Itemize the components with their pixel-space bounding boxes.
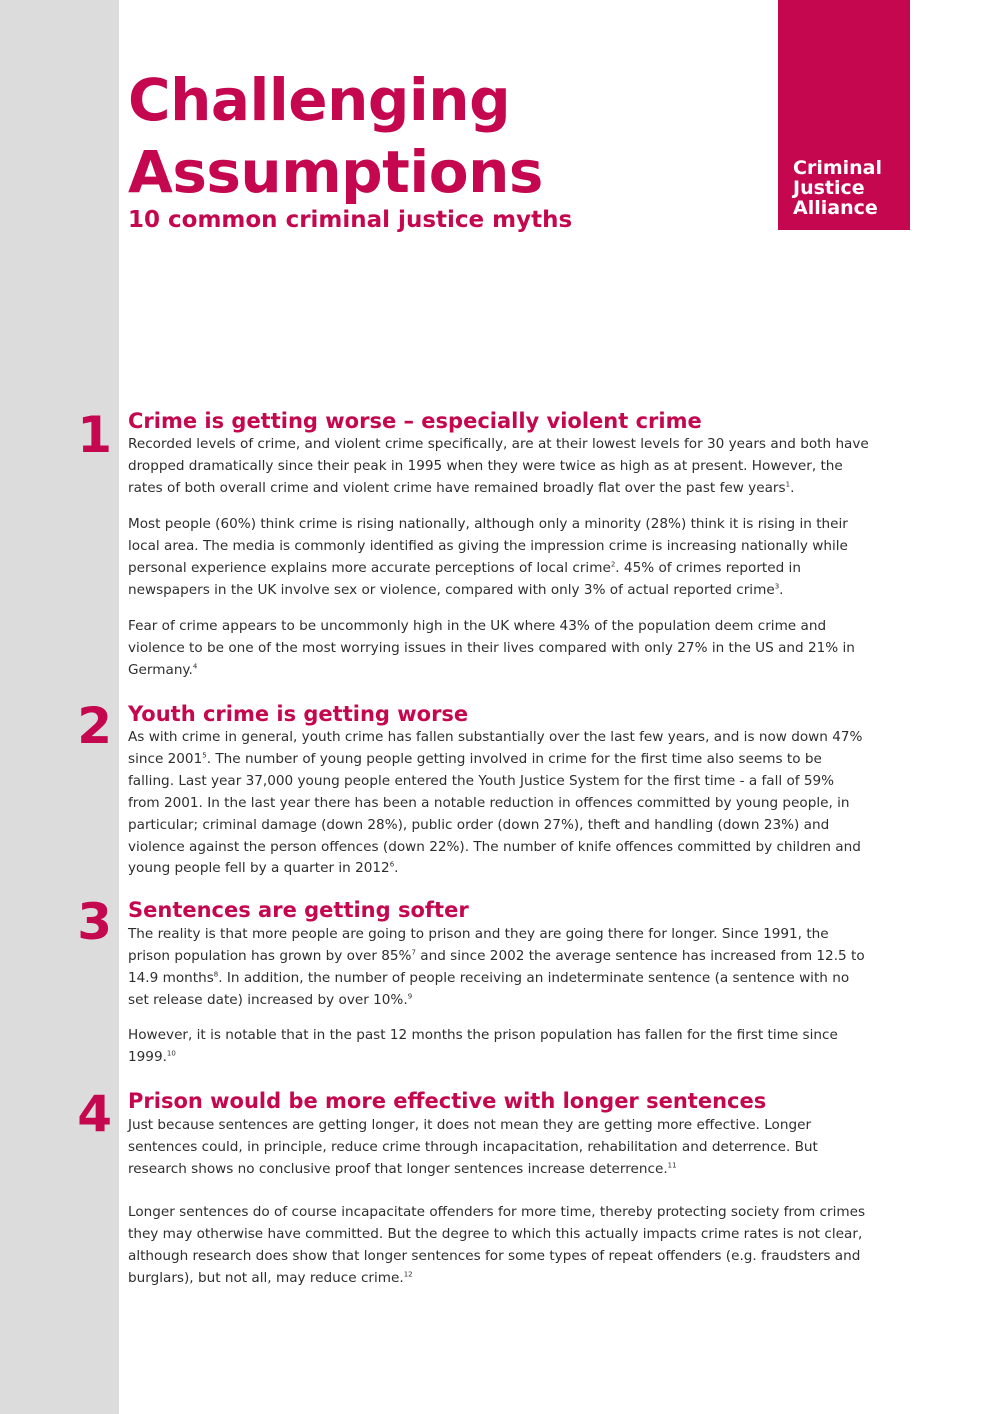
page-title-line: Assumptions (128, 138, 543, 206)
myth-paragraph: Fear of crime appears to be uncommonly high in the UK where 43% of the population deem crime and violence to be one of the most worrying issues in their lives compared with only 27% in the US and 21% in Germany.$^4$ (128, 618, 855, 678)
page-title-line: Challenging (128, 66, 511, 134)
myth-paragraph: Longer sentences do of course incapacitate offenders for more time, thereby protecting society from crimes they may otherwise have committed. But the degree to which this actually impacts crime rates is not clear, although research does show that longer sentences for some types of repeat offenders (e.g. fraudsters and burglars), but not all, may reduce crime.$^{12}$ (128, 1204, 866, 1286)
footnote-ref: 12 (403, 1270, 413, 1279)
myth-number: 1 (77, 406, 112, 464)
myth-heading: Youth crime is getting worse (128, 702, 469, 726)
footnote-ref: 5 (202, 751, 207, 760)
footnote-ref: 3 (774, 582, 780, 591)
footnote-ref: 9 (407, 992, 413, 1001)
brand-line: Justice (793, 177, 865, 199)
myth-heading: Prison would be more effective with longer sentences (128, 1089, 767, 1113)
footnote-ref: 11 (667, 1161, 677, 1170)
myth-paragraph: Just because sentences are getting longer, it does not mean they are getting more effective. Longer sentences could, in principle, reduce crime through incapacitation, rehabilitation and deterrence. But research shows no conclusive proof that longer sentences increase deterrence.$^{11}$ (128, 1117, 818, 1177)
brand-logo-box (778, 0, 910, 230)
myth-paragraph: Most people (60%) think crime is rising nationally, although only a minority (28%) think it is rising in their local area. The media is commonly identified as giving the impression crime is increasing nationally while personal experience explains more accurate perceptions of local crime$^2$. 45% of crimes reported in newspapers in the UK involve sex or violence, compared with only 3% of actual reported crime$^3$. (128, 516, 848, 598)
brand-line: Alliance (793, 197, 878, 219)
footnote-ref: 7 (411, 948, 416, 957)
brand-line: Criminal (793, 157, 882, 179)
myth-paragraph: As with crime in general, youth crime has fallen substantially over the last few years, and is now down 47% since 2001$^5$. The number of young people getting involved in crime for the first time also seems to be falling. Last year 37,000 young people entered the Youth Justice System for the first time - a fall of 59% from 2001. In the last year there has been a notable reduction in offences committed by young people, in particular; criminal damage (down 28%), public order (down 27%), theft and handling (down 23%) and violence against the person offences (down 22%). The number of knife offences committed by children and young people fell by a quarter in 2012$^6$. (128, 729, 863, 877)
myth-number: 2 (77, 697, 112, 755)
footnote-ref: 1 (785, 480, 791, 489)
footnote-ref: 4 (192, 662, 198, 671)
myth-paragraph: The reality is that more people are going to prison and they are going there for longer. Since 1991, the prison population has grown by over 85%$^7$ and since 2002 the average sentence has increased from 12.5 to 14.9 months$^8$. In addition, the number of people receiving an indeterminate sentence (a sentence with no set release date) increased by over 10%.$^9$ (128, 926, 865, 1008)
brand-logo-text (793, 158, 882, 218)
footnote-ref: 2 (610, 560, 616, 569)
myth-number: 3 (77, 893, 112, 951)
myth-paragraph: Recorded levels of crime, and violent crime specifically, are at their lowest levels for 30 years and both have dropped dramatically since their peak in 1995 when they were twice as high as at present. However, the rates of both overall crime and violent crime have remained broadly flat over the past few years$^1$. (128, 436, 869, 496)
page-subtitle: 10 common criminal justice myths (128, 207, 573, 233)
footnote-ref: 8 (213, 970, 219, 979)
footnote-ref: 6 (389, 860, 395, 869)
myth-number: 4 (77, 1085, 112, 1143)
myth-heading: Sentences are getting softer (128, 898, 469, 922)
myth-heading: Crime is getting worse – especially violent crime (128, 409, 702, 433)
myth-paragraph: However, it is notable that in the past 12 months the prison population has fallen for the first time since 1999.10 (128, 1027, 838, 1065)
footnote-ref: 10 (166, 1049, 176, 1058)
page-title (128, 64, 543, 208)
